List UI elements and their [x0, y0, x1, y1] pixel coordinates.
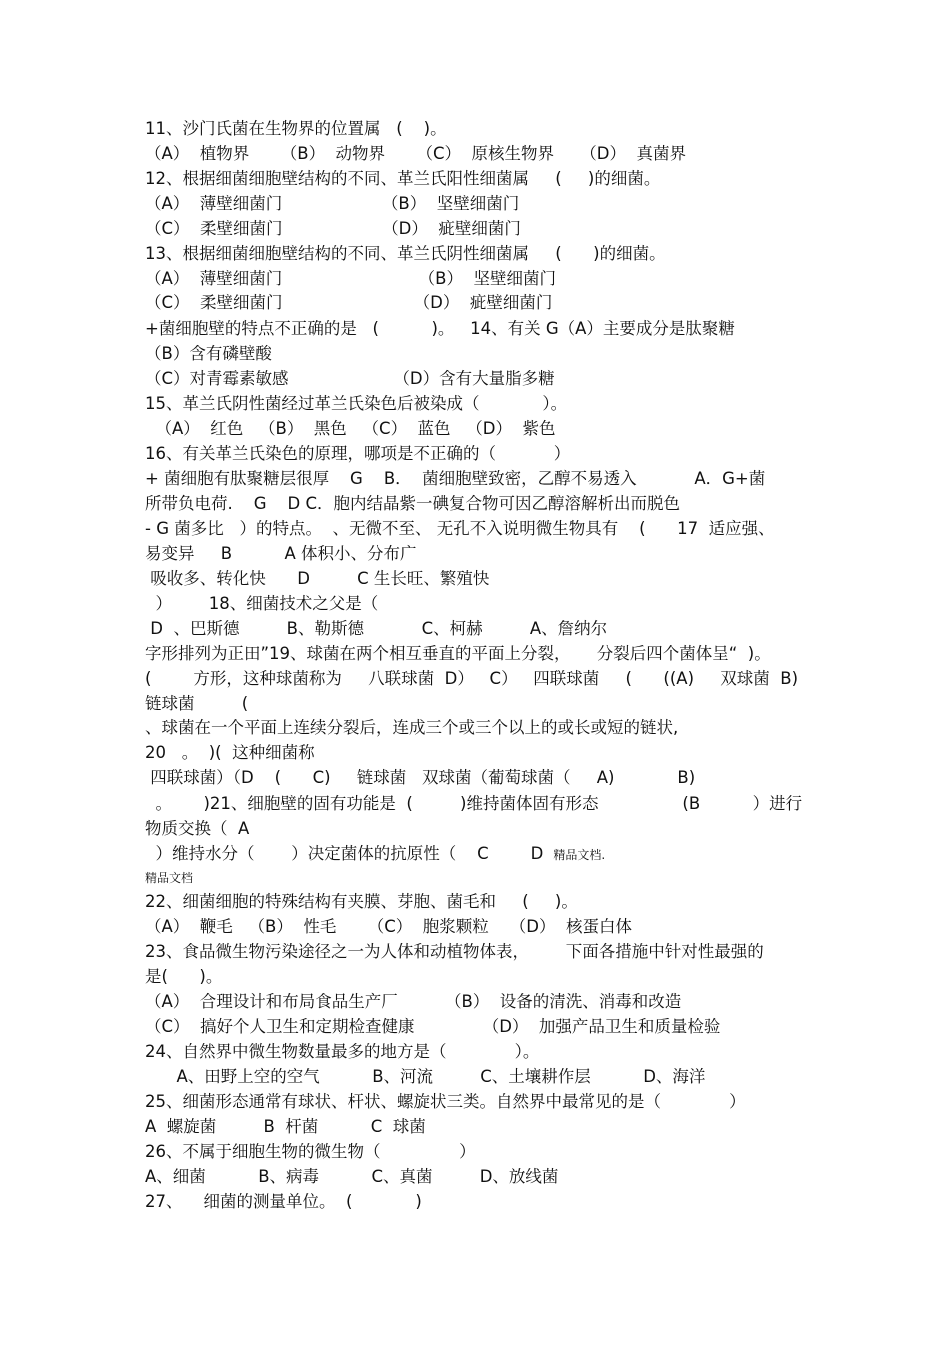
- question-23-line-2: 是( )。: [145, 967, 223, 986]
- question-24: 24、自然界中微生物数量最多的地方是（ ）。: [145, 1042, 540, 1061]
- question-17-line-2: 易变异 B A 体积小、分布广: [145, 544, 417, 563]
- question-25-options: A 螺旋菌 B 杆菌 C 球菌: [145, 1117, 426, 1136]
- question-26-options: A、细菌 B、病毒 C、真菌 D、放线菌: [145, 1167, 559, 1186]
- question-16-line-2: + 菌细胞有肽聚糖层很厚 G B． 菌细胞壁致密，乙醇不易透入 A．G+菌: [145, 469, 766, 488]
- question-13: 13、根据细菌细胞壁结构的不同、革兰氏阴性细菌属 ( )的细菌。: [145, 244, 666, 263]
- question-13-options-cd: （C） 柔壁细菌门 （D） 疵壁细菌门: [145, 293, 553, 312]
- question-24-options: A、田野上空的空气 B、河流 C、土壤耕作层 D、海洋: [145, 1067, 706, 1086]
- question-12: 12、根据细菌细胞壁结构的不同、革兰氏阳性细菌属 ( )的细菌。: [145, 169, 661, 188]
- question-22-options: （A） 鞭毛 （B） 性毛 （C） 胞浆颗粒 （D） 核蛋白体: [145, 917, 632, 936]
- question-12-options-cd: （C） 柔壁细菌门 （D） 疵壁细菌门: [145, 219, 521, 238]
- question-19: 字形排列为正田”19、球菌在两个相互垂直的平面上分裂， 分裂后四个菌体呈“ )。: [145, 644, 771, 663]
- question-27: 27、 细菌的测量单位。 ( ): [145, 1192, 422, 1211]
- question-18: ） 18、细菌技术之父是（: [145, 594, 379, 613]
- question-19-line-2: ( 方形，这种球菌称为 八联球菌 D） C） 四联球菌 ( ((A) 双球菌 B): [145, 669, 799, 688]
- question-13-options-ab: （A） 薄壁细菌门 （B） 坚壁细菌门: [145, 269, 556, 288]
- question-14: +菌细胞壁的特点不正确的是 ( )。 14、有关 G（A）主要成分是肽聚糖: [145, 319, 735, 338]
- question-11-options: （A） 植物界 （B） 动物界 （C） 原核生物界 （D） 真菌界: [145, 144, 686, 163]
- question-15-options: （A） 红色 （B） 黑色 （C） 蓝色 （D） 紫色: [145, 419, 556, 438]
- question-21-line-2: 物质交换（ A: [145, 819, 250, 838]
- question-25: 25、细菌形态通常有球状、杆状、螺旋状三类。自然界中最常见的是（ ）: [145, 1092, 746, 1111]
- question-23: 23、食品微生物污染途径之一为人体和动植物体表， 下面各措施中针对性最强的: [145, 942, 764, 961]
- question-14-options-cd: （C）对青霉素敏感 （D）含有大量脂多糖: [145, 369, 555, 388]
- question-14-option-b: （B）含有磷壁酸: [145, 344, 272, 363]
- question-16-line-3: 所带负电荷. G D C．胞内结晶紫一碘复合物可因乙醇溶解析出而脱色: [145, 494, 680, 513]
- question-21-line-3-text: ）维持水分（ ）决定菌体的抗原性（ C D: [145, 844, 544, 863]
- question-17: - G 菌多比 ）的特点。 、无微不至、 无孔不入说明微生物具有 ( 17 适应强、: [145, 519, 775, 538]
- question-23-options-cd: （C） 搞好个人卫生和定期检查健康 （D） 加强产品卫生和质量检验: [145, 1017, 721, 1036]
- question-19-line-3: 链球菌 (: [145, 694, 249, 713]
- question-18-options: D 、巴斯德 B、勒斯德 C、柯赫 A、詹纳尔: [145, 619, 608, 638]
- question-21-line-3: [145, 843, 605, 866]
- watermark-label: 精品文档: [145, 871, 194, 885]
- question-12-options-ab: （A） 薄壁细菌门 （B） 坚壁细菌门: [145, 194, 520, 213]
- watermark-inline: 精品文档.: [553, 848, 606, 862]
- question-16: 16、有关革兰氏染色的原理，哪项是不正确的（ ）: [145, 444, 571, 463]
- question-20: 、球菌在一个平面上连续分裂后，连成三个或三个以上的或长或短的链状,: [145, 718, 679, 737]
- question-17-line-3: 吸收多、转化快 D C 生长旺、繁殖快: [145, 569, 490, 588]
- question-20-line-2: 20 。 )( 这种细菌称: [145, 743, 315, 762]
- question-23-options-ab: （A） 合理设计和布局食品生产厂 （B） 设备的清洗、消毒和改造: [145, 992, 682, 1011]
- question-11: 11、沙门氏菌在生物界的位置属 ( )。: [145, 119, 447, 138]
- question-20-options: 四联球菌）（D ( C) 链球菌 双球菌（葡萄球菌（ A) B): [145, 768, 696, 787]
- question-22: 22、细菌细胞的特殊结构有夹膜、芽胞、菌毛和 ( )。: [145, 892, 578, 911]
- question-21: 。 )21、细胞壁的固有功能是 ( )维持菌体固有形态 (B ）进行: [145, 794, 803, 813]
- question-26: 26、不属于细胞生物的微生物（ ）: [145, 1142, 476, 1161]
- question-15: 15、革兰氏阴性菌经过革兰氏染色后被染成（ ）。: [145, 394, 568, 413]
